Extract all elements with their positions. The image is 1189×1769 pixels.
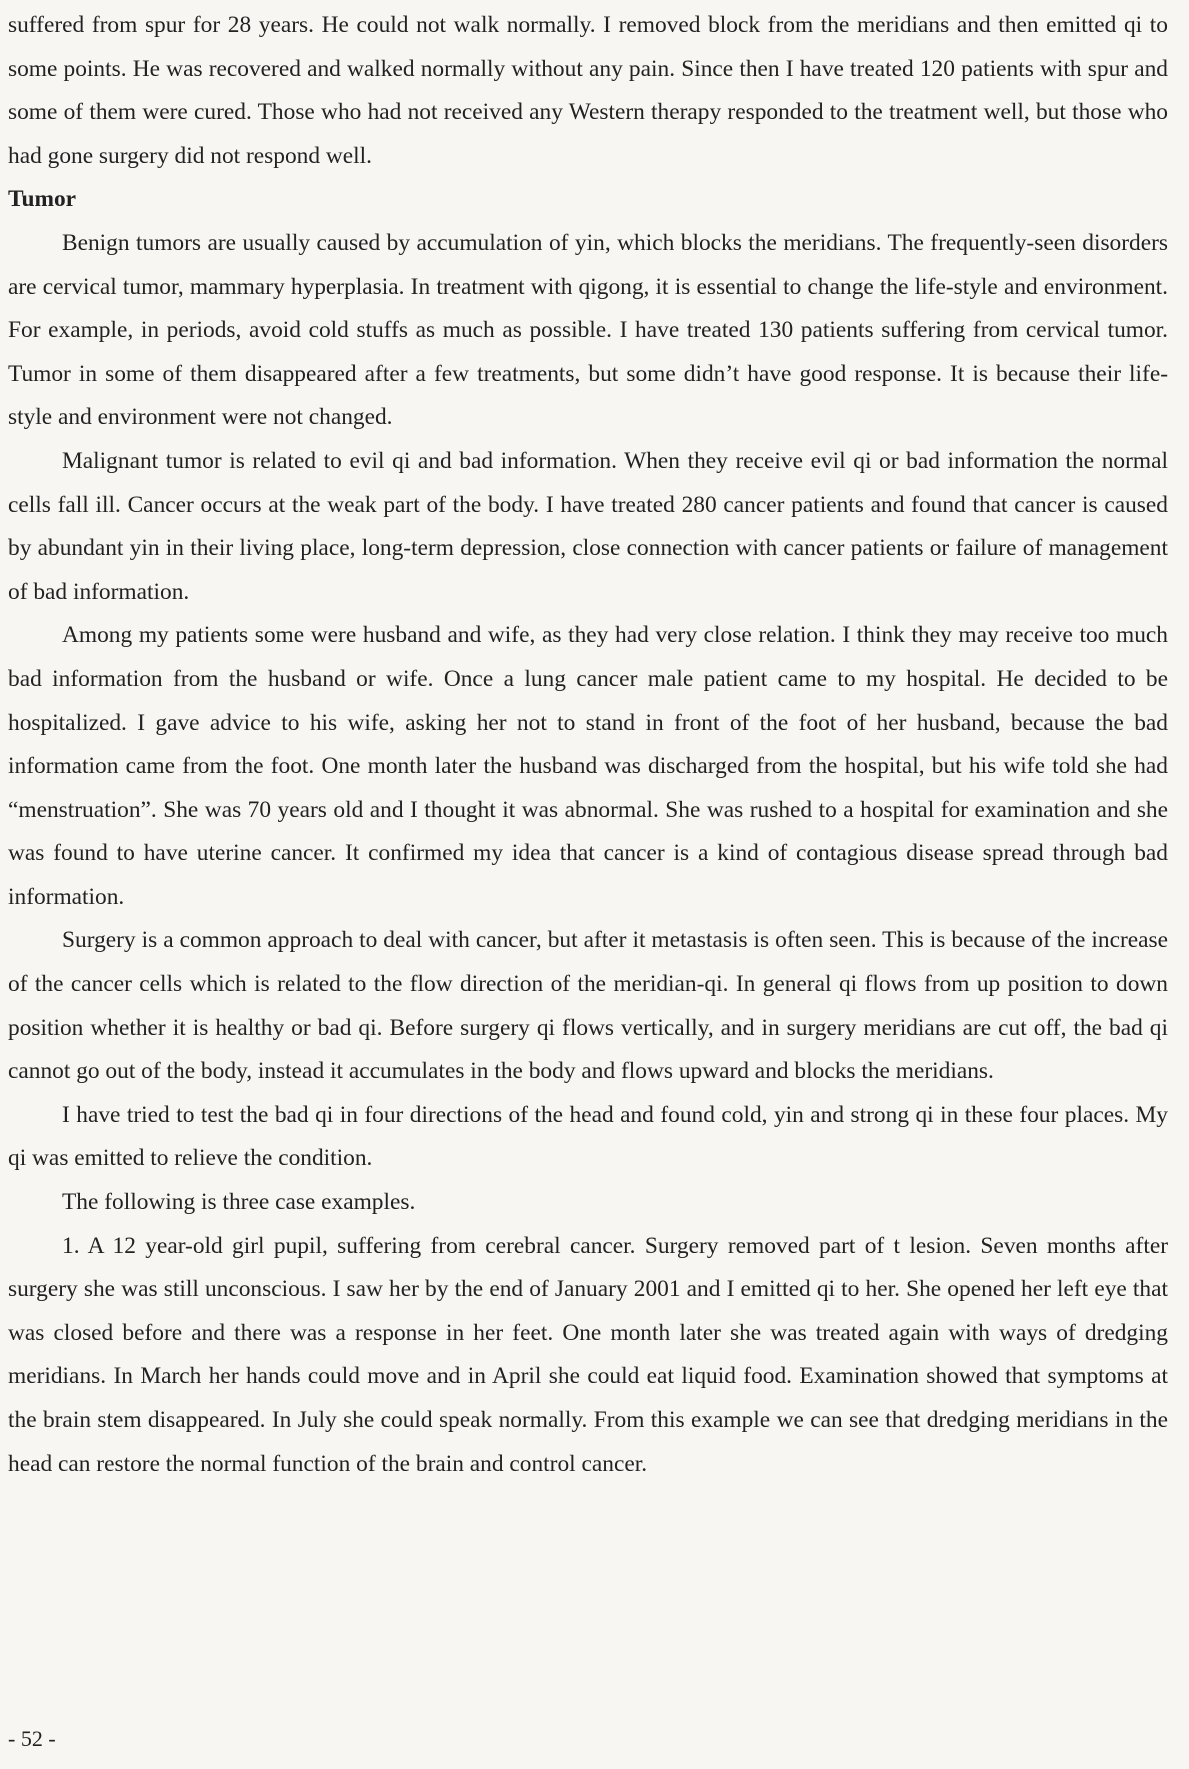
paragraph-bad-qi-test: I have tried to test the bad qi in four directions of the head and found cold, yin and strong qi in these four places. My qi was emitted to relieve the condition. bbox=[8, 1101, 1168, 1172]
paragraph-case-1: 1. A 12 year-old girl pupil, suffering from cerebral cancer. Surgery removed part of t lesion. Seven months after surgery she was still unconscious. I saw her by the end of January 2001 and I emitted qi to her. She opened her left eye that was closed before and there was a response in her feet. One month later she was treated again with ways of dredging meridians. In March her hands could move and in April she could eat liquid food. Examination showed that symptoms at the brain stem disappeared. In July she could speak normally. From this example we can see that dredging meridians in the head can restore the normal function of the brain and control cancer. bbox=[8, 1232, 1168, 1477]
paragraph-surgery: Surgery is a common approach to deal with cancer, but after it metastasis is often seen. This is because of the increase of the cancer cells which is related to the flow direction of the meridian-qi. In general qi flows from up position to down position whether it is healthy or bad qi. Before surgery qi flows vertically, and in surgery meridians are cut off, the bad qi cannot go out of the body, instead it accumulates in the body and flows upward and blocks the meridians. bbox=[8, 927, 1168, 1085]
document-body bbox=[8, 4, 1168, 1486]
page-number: - 52 - bbox=[8, 1726, 56, 1751]
paragraph-case-intro: The following is three case examples. bbox=[62, 1189, 416, 1216]
paragraph-malignant-tumor: Malignant tumor is related to evil qi and bad information. When they receive evil qi or bad information the normal cells fall ill. Cancer occurs at the weak part of the body. I have treated 280 cancer patients and found that cancer is caused by abundant yin in their living place, long-term depression, close connection with cancer patients or failure of management of bad information. bbox=[8, 447, 1168, 605]
opening-paragraph: suffered from spur for 28 years. He could not walk normally. I removed block from the meridians and then emitted qi to some points. He was recovered and walked normally without any pain. Since then I have treated 120 patients with spur and some of them were cured. Those who had not received any Western therapy responded to the treatment well, but those who had gone surgery did not respond well. bbox=[8, 12, 1168, 169]
paragraph-benign-tumors: Benign tumors are usually caused by accumulation of yin, which blocks the meridians. The frequently-seen disorders are cervical tumor, mammary hyperplasia. In treatment with qigong, it is essential to change the life-style and environment. For example, in periods, avoid cold stuffs as much as possible. I have treated 130 patients suffering from cervical tumor. Tumor in some of them disappeared after a few treatments, but some didn’t have good response. It is because their life-style and environment were not changed. bbox=[8, 229, 1168, 431]
section-heading-tumor: Tumor bbox=[8, 186, 77, 213]
paragraph-husband-wife: Among my patients some were husband and wife, as they had very close relation. I think they may receive too much bad information from the husband or wife. Once a lung cancer male patient came to my hospital. He decided to be hospitalized. I gave advice to his wife, asking her not to stand in front of the foot of her husband, because the bad information came from the foot. One month later the husband was discharged from the hospital, but his wife told she had “menstruation”. She was 70 years old and I thought it was abnormal. She was rushed to a hospital for examination and she was found to have uterine cancer. It confirmed my idea that cancer is a kind of contagious disease spread through bad information. bbox=[8, 622, 1168, 910]
